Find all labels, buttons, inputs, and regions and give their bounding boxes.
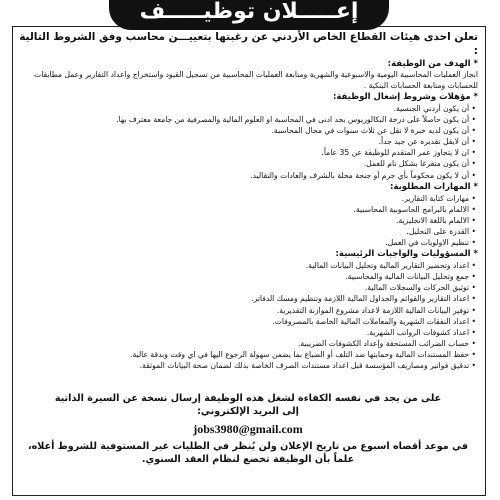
duties-title: * المسؤوليات والواجبات الرئيسية: [335,249,478,260]
list-item: • اعداد كشوفات الرواتب الشهرية. [18,327,478,338]
contact-email[interactable]: jobs3980@gmail.com [193,422,303,436]
list-item: • أن لا يكون محكوماً بأي جرم أو جنحة مخلة بالشرف والعادات والتقاليد. [18,170,478,181]
list-item: • القدرة على التحليل. [18,226,478,237]
header-banner [109,0,389,30]
list-item: • اعداد وتحضير التقارير المالية وتحليل البيانات المالية. [18,260,478,271]
skills-list [18,193,478,248]
list-item: • اعداد التقارير والقوائم والجداول المالية اللازمة وتنظيم ومسك الدفاتر. [18,293,478,304]
closing-section [18,392,478,466]
list-item: • أن يكون لديه خبرة لا تقل عن ثلاث سنوات في مجال المحاسبة. [18,125,478,136]
list-item: • ان لا يتجاوز عمر المتقدم للوظيفة عن 35 عاماً. [18,147,478,158]
list-item: • مهارات كتابة التقارير. [18,193,478,204]
list-item: • أن لايقل تقديره عن جيد جداً. [18,136,478,147]
qualifications-list [18,103,478,181]
list-item: • الالمام بالبرامج الحاسوبية المحاسبية. [18,204,478,215]
list-item: • تدقيق فواتير ومصاريف المؤسسة قبل اعداد مستندات الصرف الخاصة بذلك لضمان صحة البيانات الموثقة. [18,360,478,371]
list-item: • جمع وتحليل البيانات المالية والمحاسبية. [18,271,478,282]
duties-list [18,260,478,371]
goal-title: * الهدف من الوظيفة: [387,59,478,69]
list-item: • توفير البيانات المالية اللازمة لاعداد مشروع الموازنة التقديرية. [18,305,478,316]
list-item: • اعداد النفقات الشهرية والمعاملات المالية الخاصة بالمصروفات. [18,316,478,327]
list-item: • أن يكون متفرغا بشكل تام للعمل. [18,158,478,169]
ad-body [18,30,478,371]
closing-line-4: علماً بأن الوظيفة تخضع لنظام العقد السنوي. [141,454,355,465]
list-item: • حساب الضرائب المستحقة وإعداد الكشوفات الضريبية. [18,338,478,349]
header-title: إعـــــلان توظيـــــف [139,0,359,24]
list-item: • حفظ المستندات المالية وحمايتها ضد التلف أو الضياع بما يضمن سهولة الرجوع اليها في اي وقت وبدقة عالية. [18,349,478,360]
intro-text: تعلن احدى هيئات القطاع الخاص الأردني عن رغبتها بتعييـــن محاسب وفق الشروط التالية : [19,31,478,57]
list-item: • تنظيم الاولويات في العمل. [18,237,478,248]
skills-title: * المهارات المطلوبة: [390,181,478,192]
closing-line-2: إلى البريد الإلكتروني: [197,406,299,417]
list-item: • توثيق الحركات والسجلات المالية. [18,282,478,293]
closing-line-1: على من يجد في نفسه الكفاءة لشغل هذه الوظيفة إرسال نسخة عن السيرة الذاتية [54,393,442,404]
list-item: • الالمام باللغة الانجليزية. [18,215,478,226]
list-item: • أن يكون أردني الجنسية. [18,103,478,114]
goal-text: انجاز العمليات المحاسبية اليومية والاسبوعية والشهرية ومتابعة العمليات المحاسبية من تسجيل القيود واستخراج واعداد التقارير وعمل مطابقات للحسابات ومتابعة الحسابات البنكية . [34,70,478,90]
qualifications-title: * مؤهلات وشروط إشغال الوظيفة: [332,92,478,102]
closing-line-3: في موعد أقصاه اسبوع من تاريخ الإعلان ولن يُنظر في الطلبات غير المستوفية للشروط أعلاه، [28,441,468,452]
list-item: • أن يكون حاصلاً على درجة البكالوريوس بحد ادنى في المحاسبة او العلوم المالية والمصرفية من جامعة معترف بها. [18,114,478,125]
